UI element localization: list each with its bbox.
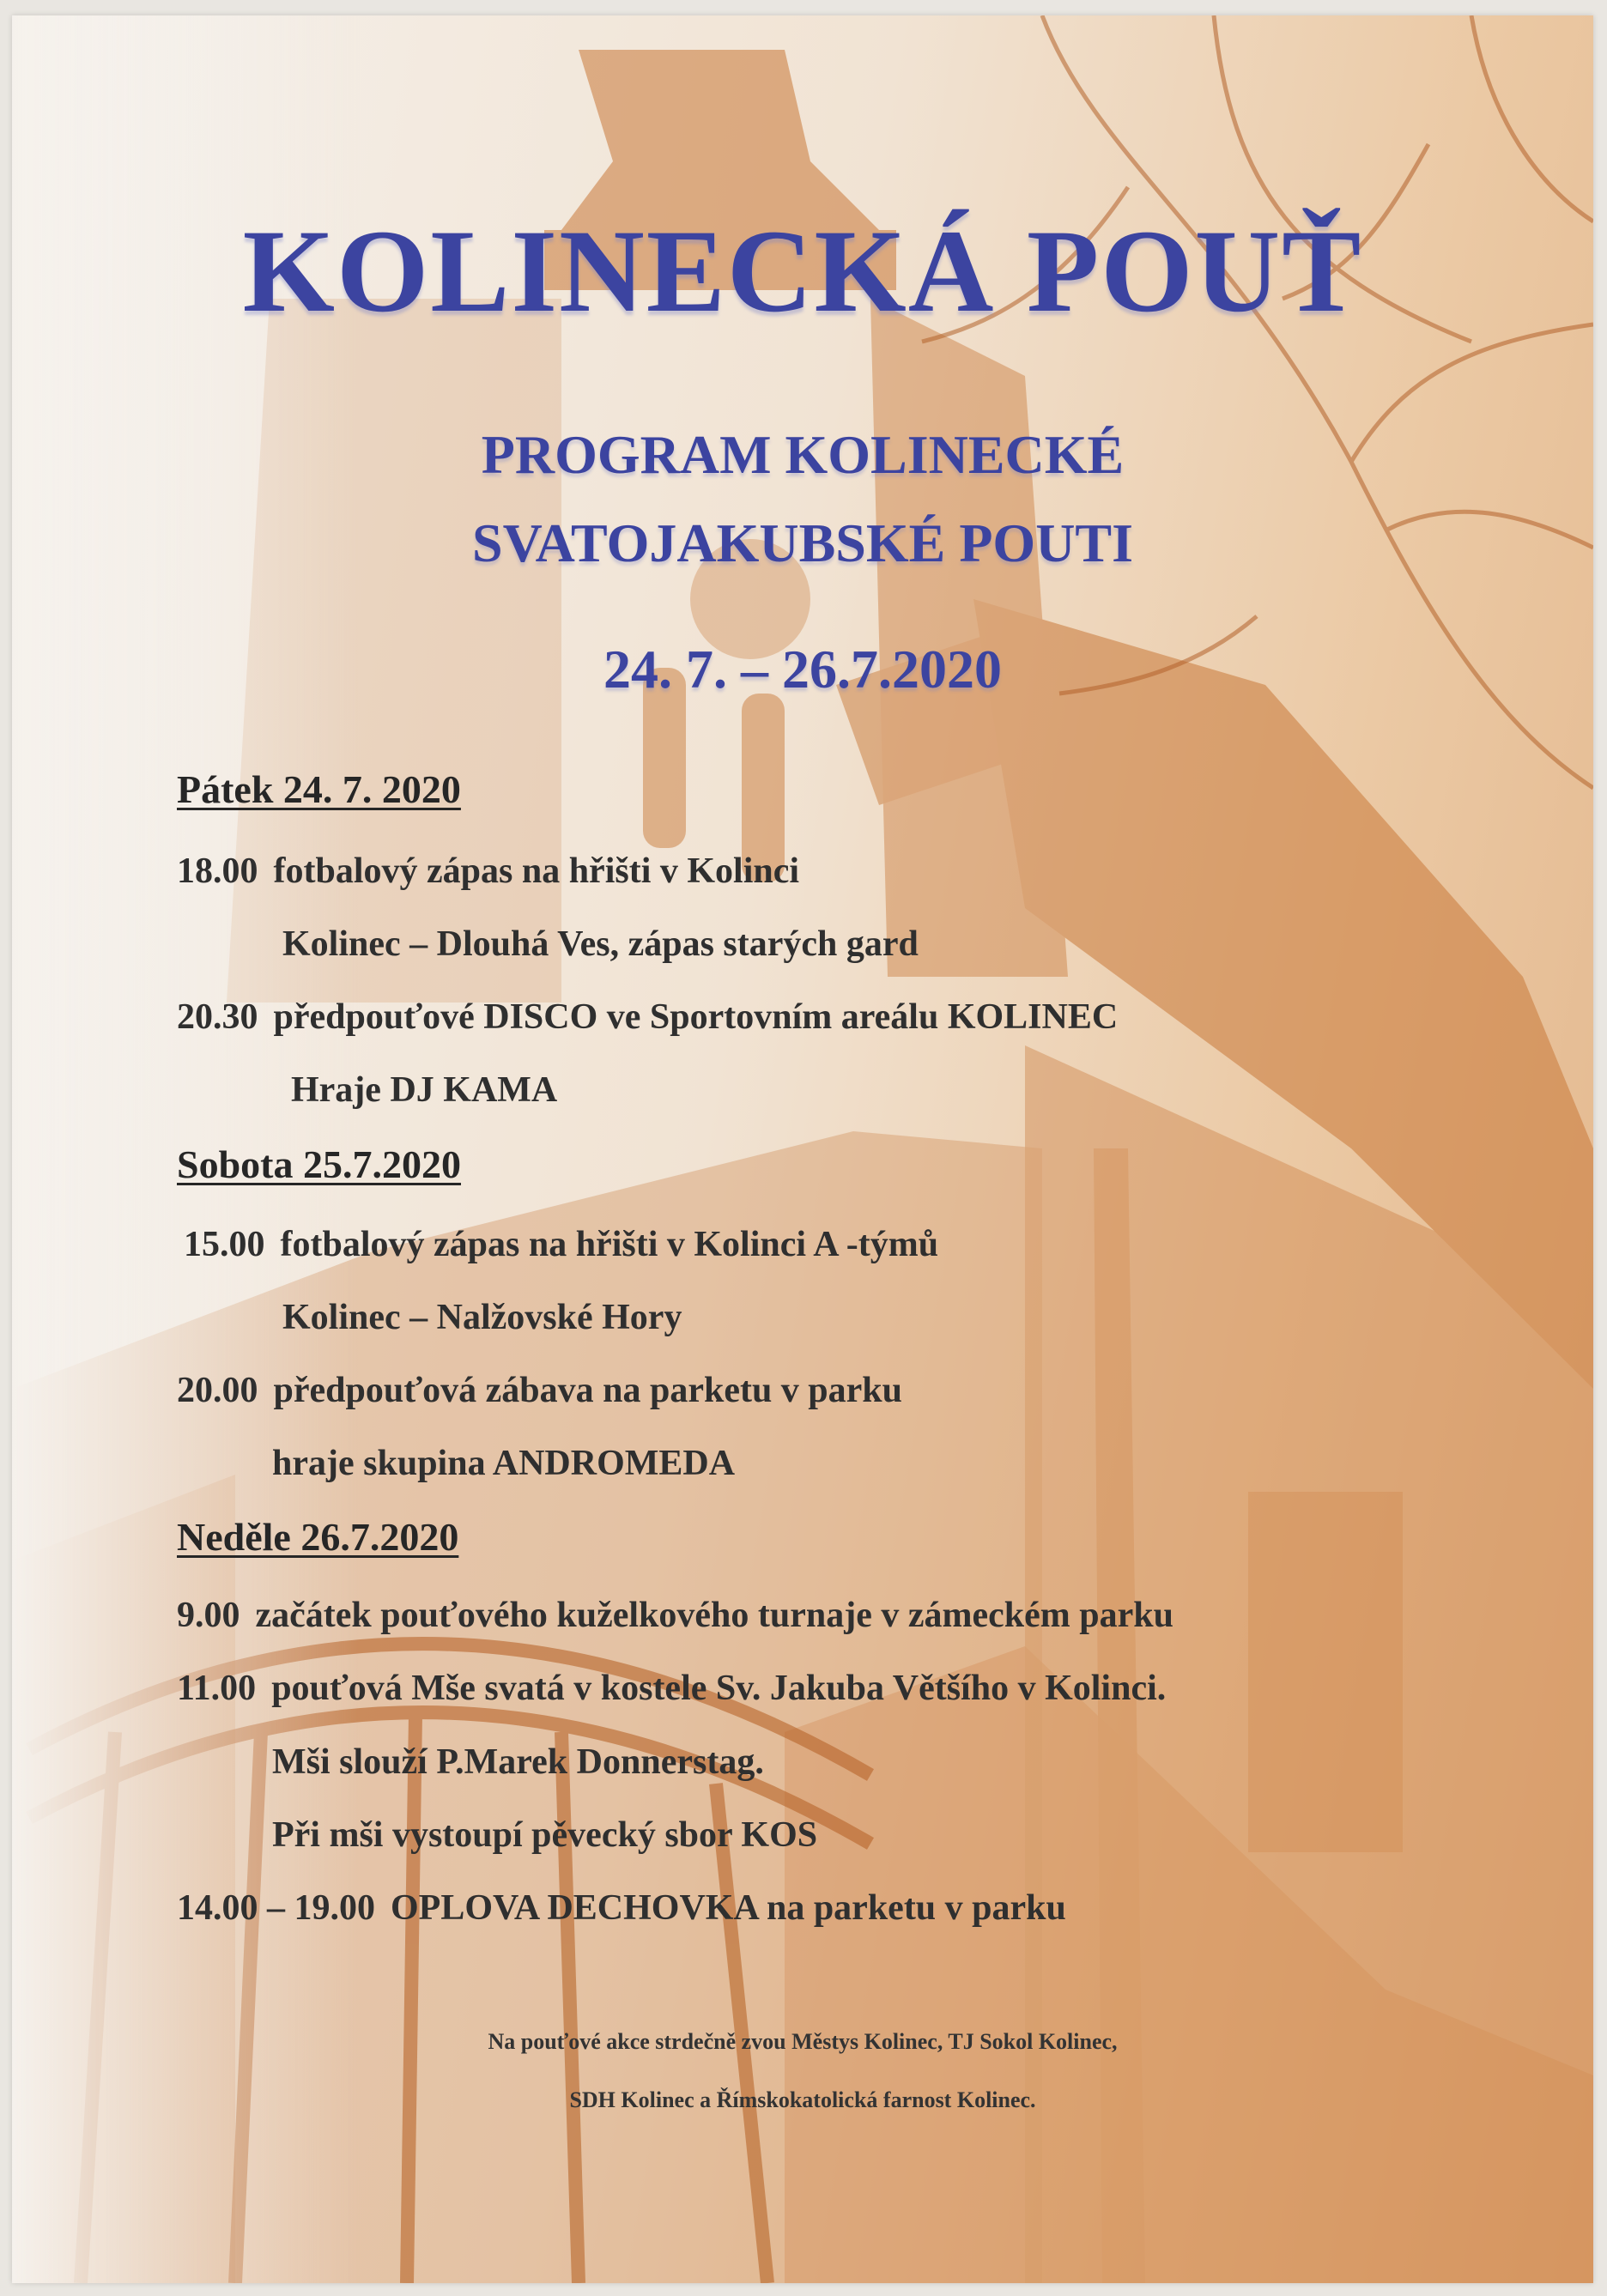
sunday-heading: Neděle 26.7.2020 — [177, 1515, 459, 1559]
friday-item-disco — [177, 997, 1118, 1038]
footer-organizers-2: SDH Kolinec a Římskokatolická farnost Kolinec. — [569, 2087, 1036, 2112]
saturday-text-1: fotbalový zápas na hřišti v Kolinci A -týmů — [280, 1225, 939, 1264]
friday-time-2: 20.30 — [177, 997, 258, 1037]
sunday-time-3: 14.00 – 19.00 — [177, 1888, 375, 1928]
sunday-item-skittles — [177, 1595, 1173, 1636]
friday-item-football — [177, 851, 799, 892]
friday-text-1: fotbalový zápas na hřišti v Kolinci — [273, 851, 800, 891]
saturday-football-detail: Kolinec – Nalžovské Hory — [282, 1298, 682, 1337]
friday-disco-detail: Hraje DJ KAMA — [291, 1070, 558, 1110]
saturday-time-1: 15.00 — [184, 1225, 265, 1264]
saturday-item-football — [184, 1224, 938, 1265]
friday-football-detail: Kolinec – Dlouhá Ves, zápas starých gard — [282, 924, 919, 964]
saturday-item-dance — [177, 1370, 902, 1411]
saturday-dance-detail: hraje skupina ANDROMEDA — [272, 1444, 736, 1483]
sunday-mass-choir: Při mši vystoupí pěvecký sbor KOS — [272, 1815, 818, 1855]
sunday-time-2: 11.00 — [177, 1669, 257, 1708]
subtitle-line-2: SVATOJAKUBSKÉ POUTI — [472, 512, 1133, 573]
poster-title: KOLINECKÁ POUŤ — [242, 205, 1363, 336]
friday-time-1: 18.00 — [177, 851, 258, 891]
saturday-heading: Sobota 25.7.2020 — [177, 1142, 461, 1186]
sunday-item-mass — [177, 1668, 1166, 1709]
saturday-text-2: předpouťová zábava na parketu v parku — [273, 1371, 903, 1410]
sunday-text-1: začátek pouťového kuželkového turnaje v zámeckém parku — [255, 1596, 1173, 1635]
sunday-text-3: OPLOVA DECHOVKA na parketu v parku — [391, 1888, 1066, 1928]
saturday-time-2: 20.00 — [177, 1371, 258, 1410]
sunday-item-brass-band — [177, 1887, 1066, 1929]
poster — [12, 15, 1593, 2283]
friday-text-2: předpouťové DISCO ve Sportovním areálu KOLINEC — [273, 997, 1119, 1037]
sunday-text-2: pouťová Mše svatá v kostele Sv. Jakuba Většího v Kolinci. — [271, 1669, 1167, 1708]
sunday-mass-priest: Mši slouží P.Marek Donnerstag. — [272, 1742, 764, 1782]
friday-heading: Pátek 24. 7. 2020 — [177, 767, 461, 811]
sunday-time-1: 9.00 — [177, 1596, 240, 1635]
footer-organizers-1: Na pouťové akce strdečně zvou Městys Kolinec, TJ Sokol Kolinec, — [488, 2029, 1118, 2054]
subtitle-line-1: PROGRAM KOLINECKÉ — [481, 424, 1125, 485]
event-dates: 24. 7. – 26.7.2020 — [603, 639, 1002, 700]
